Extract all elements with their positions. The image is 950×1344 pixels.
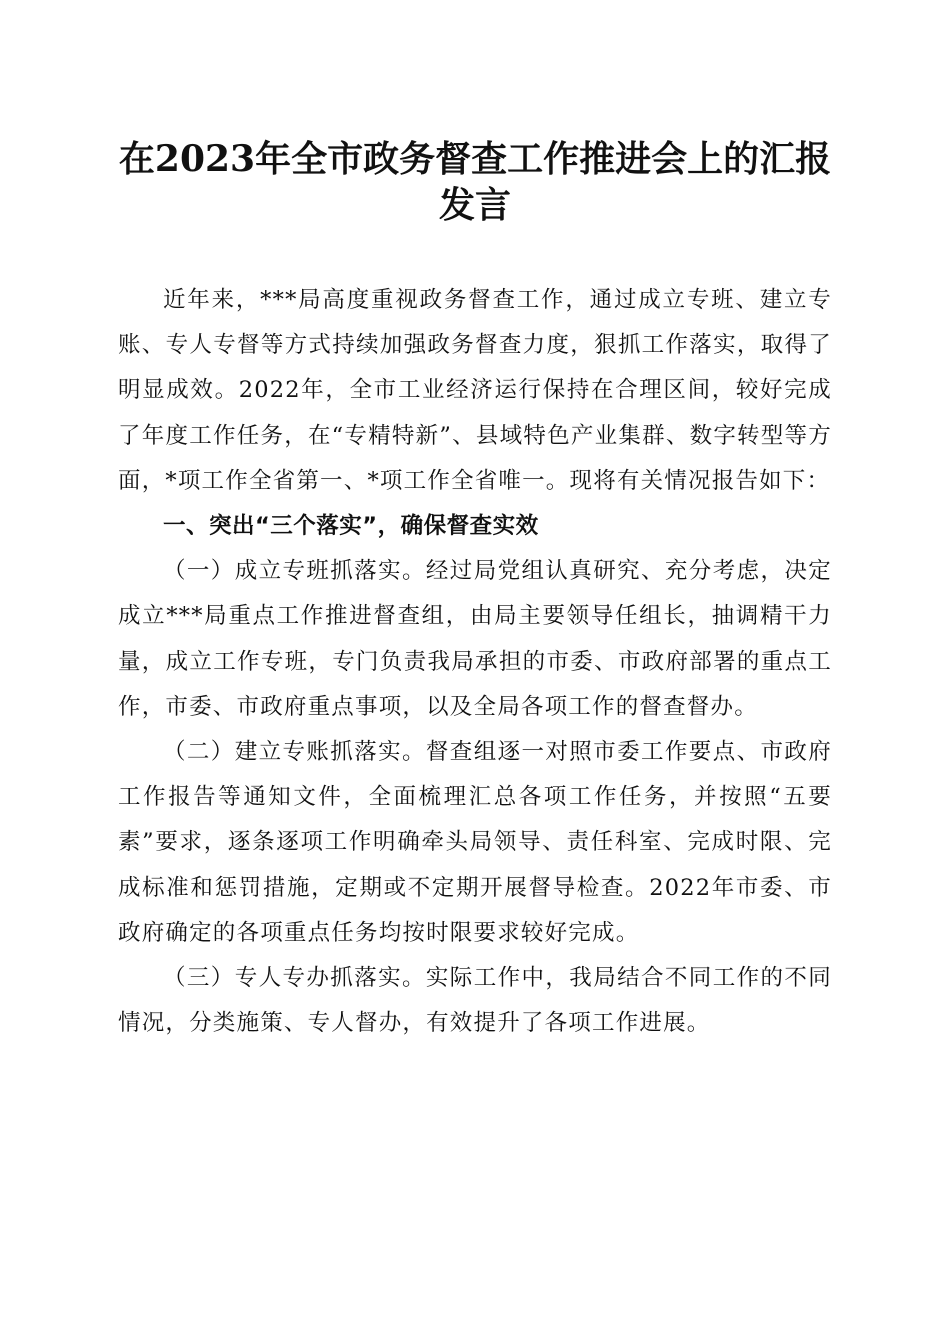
section-heading-1: 一、突出“三个落实”，确保督查实效 [163, 513, 539, 540]
paragraph-item-3: （三）专人专办抓落实。实际工作中，我局结合不同工作的不同情况，分类施策、专人督办，有效提升了各项工作进展。 [118, 965, 832, 1037]
paragraph-item-1: （一）成立专班抓落实。经过局党组认真研究、充分考虑，决定成立***局重点工作推进督查组，由局主要领导任组长，抽调精干力量，成立工作专班，专门负责我局承担的市委、市政府部署的重点工作，市委、市政府重点事项，以及全局各项工作的督查督办。 [118, 558, 832, 720]
document-page [118, 0, 832, 1344]
paragraph-item-2: （二）建立专账抓落实。督查组逐一对照市委工作要点、市政府工作报告等通知文件，全面梳理汇总各项工作任务，并按照“五要素”要求，逐条逐项工作明确牵头局领导、责任科室、完成时限、完成标准和惩罚措施，定期或不定期开展督导检查。2022年市委、市政府确定的各项重点任务均按时限要求较好完成。 [118, 739, 832, 946]
paragraph-intro: 近年来，***局高度重视政务督查工作，通过成立专班、建立专账、专人专督等方式持续加强政务督查力度，狠抓工作落实，取得了明显成效。2022年，全市工业经济运行保持在合理区间，较好完成了年度工作任务，在“专精特新”、县域特色产业集群、数字转型等方面，*项工作全省第一、*项工作全省唯一。现将有关情况报告如下： [118, 287, 832, 494]
document-body [118, 278, 832, 1046]
document-title: 在2023年全市政务督查工作推进会上的汇报发言 [118, 138, 832, 226]
